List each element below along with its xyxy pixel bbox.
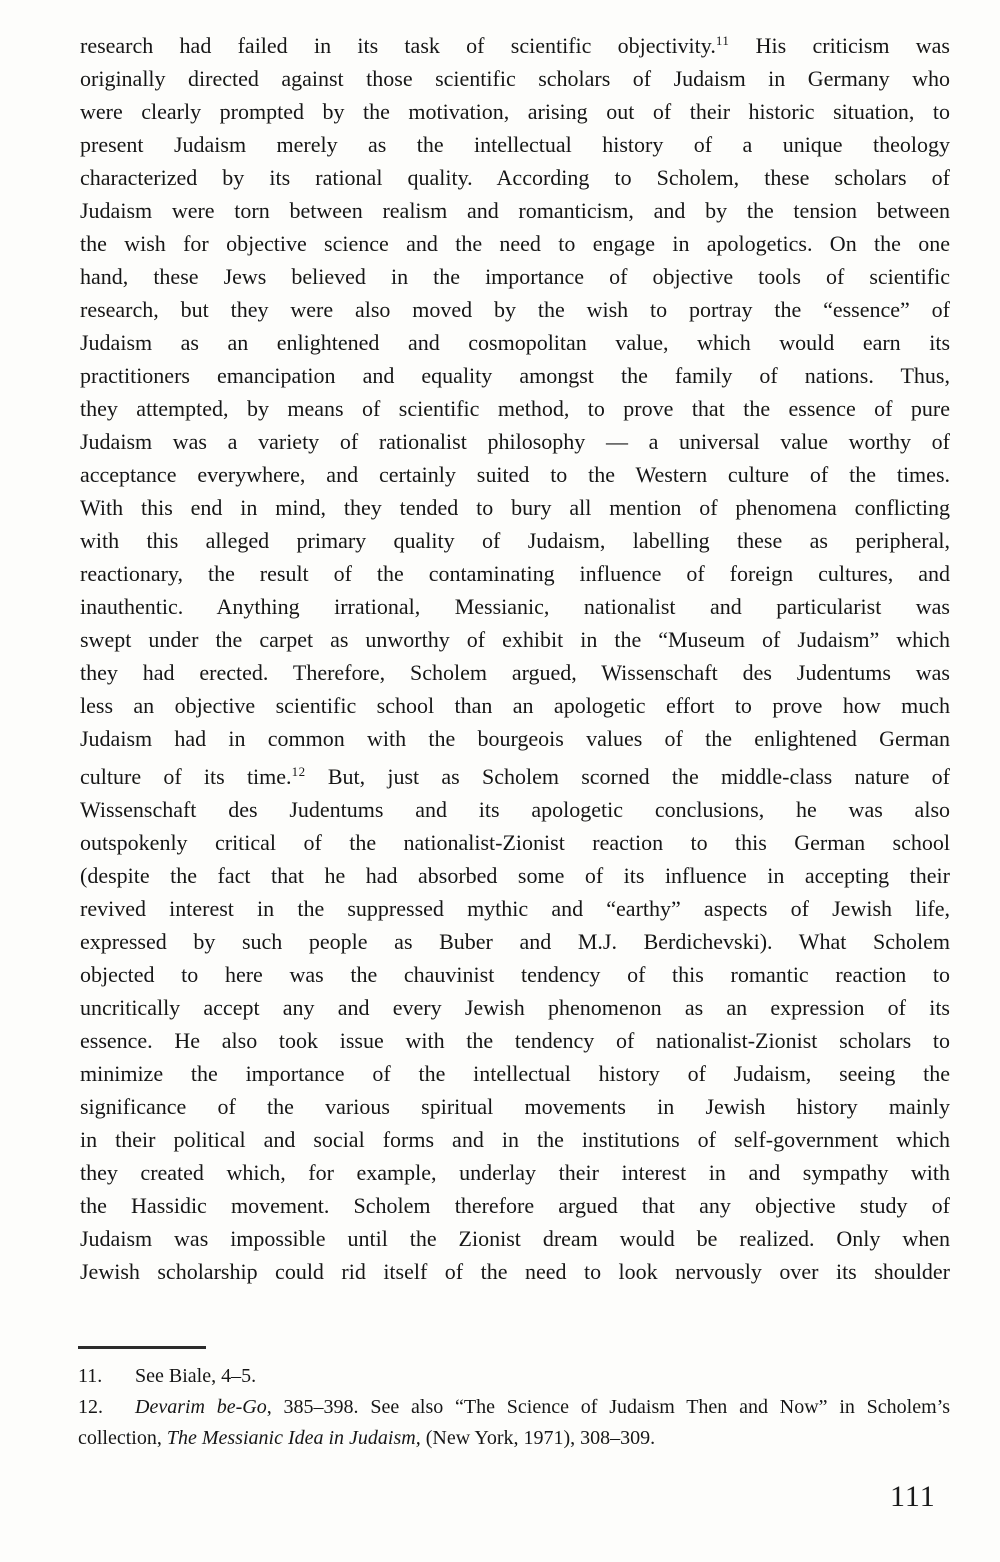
text-line — [80, 1090, 950, 1123]
text-line — [80, 458, 950, 491]
text-segment: significance of the various spiritual movements in Jewish history mainly — [80, 1094, 950, 1119]
text-line — [80, 359, 950, 392]
text-segment: With this end in mind, they tended to bury all mention of phenomena conflicting — [80, 495, 950, 520]
text-segment: they created which, for example, underlay their interest in and sympathy with — [80, 1160, 950, 1185]
text-segment: His criticism was — [729, 33, 950, 58]
text-segment: Devarim be-Go — [135, 1396, 267, 1418]
text-segment: outspokenly critical of the nationalist-Zionist reaction to this German school — [80, 830, 950, 855]
text-line — [80, 722, 950, 755]
footnote-line — [78, 1423, 950, 1454]
text-line — [80, 826, 950, 859]
text-segment: less an objective scientific school than an apologetic effort to prove how much — [80, 693, 950, 718]
text-segment: expressed by such people as Buber and M.J. Berdichevski). What Scholem — [80, 929, 950, 954]
text-segment: inauthentic. Anything irrational, Messianic, nationalist and particularist was — [80, 594, 950, 619]
footnote-separator-rule — [78, 1346, 206, 1349]
text-segment: research had failed in its task of scientific objectivity. — [80, 33, 716, 58]
page-body-text — [80, 24, 950, 1288]
text-segment: the Hassidic movement. Scholem therefore argued that any objective study of — [80, 1193, 950, 1218]
footnote-lines — [78, 1361, 950, 1454]
text-segment: in their political and social forms and in the institutions of self-government which — [80, 1127, 950, 1152]
text-line — [80, 524, 950, 557]
text-segment: originally directed against those scientific scholars of Judaism in Germany who — [80, 66, 950, 91]
text-segment: Judaism was a variety of rationalist philosophy — a universal value worthy of — [80, 429, 950, 454]
footnote-number: 12. — [78, 1396, 103, 1418]
text-line — [80, 1057, 950, 1090]
text-line — [80, 95, 950, 128]
text-line — [80, 656, 950, 689]
text-segment: revived interest in the suppressed mythic and “earthy” aspects of Jewish life, — [80, 896, 950, 921]
text-segment: present Judaism merely as the intellectual history of a unique theology — [80, 132, 950, 157]
text-line — [80, 991, 950, 1024]
text-segment: were clearly prompted by the motivation, arising out of their historic situation, to — [80, 99, 950, 124]
text-segment: practitioners emancipation and equality amongst the family of nations. Thus, — [80, 363, 950, 388]
text-line — [80, 62, 950, 95]
text-line — [80, 1123, 950, 1156]
text-segment: essence. He also took issue with the tendency of nationalist-Zionist scholars to — [80, 1028, 950, 1053]
text-segment: minimize the importance of the intellectual history of Judaism, seeing the — [80, 1061, 950, 1086]
text-segment: research, but they were also moved by the wish to portray the “essence” of — [80, 297, 950, 322]
text-line — [80, 227, 950, 260]
text-segment: swept under the carpet as unworthy of exhibit in the “Museum of Judaism” which — [80, 627, 950, 652]
text-line — [80, 128, 950, 161]
text-segment: Judaism had in common with the bourgeois values of the enlightened German — [80, 726, 950, 751]
text-segment: Wissenschaft des Judentums and its apologetic conclusions, he was also — [80, 797, 950, 822]
text-line — [80, 623, 950, 656]
footnote-reference: 12 — [291, 764, 306, 779]
text-line — [80, 1024, 950, 1057]
text-line — [80, 392, 950, 425]
text-line — [80, 491, 950, 524]
text-line — [80, 590, 950, 623]
text-segment: Jewish scholarship could rid itself of the need to look nervously over its shoulder — [80, 1259, 950, 1284]
text-segment: objected to here was the chauvinist tendency of this romantic reaction to — [80, 962, 950, 987]
footnote-number: 11. — [78, 1365, 103, 1387]
footnote-line — [78, 1392, 950, 1423]
text-segment: culture of its time. — [80, 764, 292, 789]
text-line — [80, 859, 950, 892]
text-line — [80, 892, 950, 925]
text-segment: Judaism were torn between realism and romanticism, and by the tension between — [80, 198, 950, 223]
text-line — [80, 755, 950, 793]
text-line — [80, 1222, 950, 1255]
text-segment: Judaism as an enlightened and cosmopolitan value, which would earn its — [80, 330, 950, 355]
page-number: 111 — [890, 1480, 936, 1513]
text-line — [80, 1156, 950, 1189]
text-line — [80, 557, 950, 590]
text-segment: (New York, 1971), 308–309. — [420, 1427, 656, 1449]
text-line — [80, 1189, 950, 1222]
text-segment: See Biale, 4–5. — [135, 1365, 257, 1387]
text-line — [80, 194, 950, 227]
text-segment: with this alleged primary quality of Judaism, labelling these as peripheral, — [80, 528, 950, 553]
text-segment: Judaism was impossible until the Zionist dream would be realized. Only when — [80, 1226, 950, 1251]
text-segment: they attempted, by means of scientific method, to prove that the essence of pure — [80, 396, 950, 421]
text-line — [80, 293, 950, 326]
text-line — [80, 24, 950, 62]
text-segment: characterized by its rational quality. According to Scholem, these scholars of — [80, 165, 950, 190]
footnotes-section — [78, 1346, 950, 1454]
text-segment: the wish for objective science and the need to engage in apologetics. On the one — [80, 231, 950, 256]
text-line — [80, 1255, 950, 1288]
text-line — [80, 425, 950, 458]
text-line — [80, 689, 950, 722]
text-segment: reactionary, the result of the contaminating influence of foreign cultures, and — [80, 561, 950, 586]
footnote-line — [78, 1361, 950, 1392]
text-segment: But, just as Scholem scorned the middle-class nature of — [305, 764, 951, 789]
text-segment: acceptance everywhere, and certainly suited to the Western culture of the times. — [80, 462, 950, 487]
text-segment: hand, these Jews believed in the importance of objective tools of scientific — [80, 264, 950, 289]
text-segment: (despite the fact that he had absorbed some of its influence in accepting their — [80, 863, 950, 888]
text-segment: collection, — [78, 1427, 167, 1449]
text-segment: The Messianic Idea in Judaism, — [166, 1427, 421, 1449]
text-line — [80, 958, 950, 991]
text-segment: , 385–398. See also “The Science of Judaism Then and Now” in Scholem’s — [266, 1396, 950, 1418]
text-line — [80, 260, 950, 293]
footnote-reference: 11 — [715, 33, 730, 48]
text-segment: uncritically accept any and every Jewish phenomenon as an expression of its — [80, 995, 950, 1020]
text-line — [80, 161, 950, 194]
text-line — [80, 793, 950, 826]
text-segment: they had erected. Therefore, Scholem argued, Wissenschaft des Judentums was — [80, 660, 950, 685]
text-line — [80, 326, 950, 359]
text-line — [80, 925, 950, 958]
